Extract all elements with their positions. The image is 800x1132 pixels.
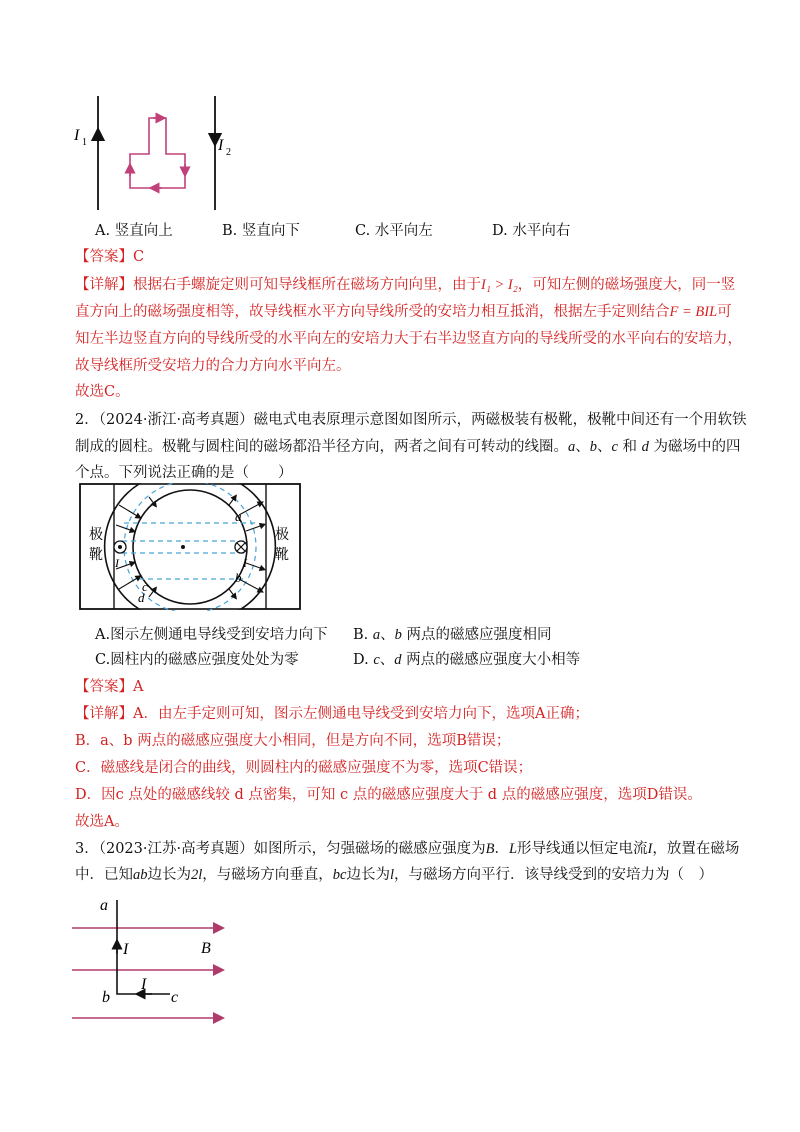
q2-detail-line-2: B．a、b 两点的磁感应强度大小相同，但是方向不同，选项B错误； [75, 733, 511, 749]
q1-option-b[interactable]: B. 竖直向下 [222, 223, 300, 239]
q2-detail-line-4: D．因c 点处的磁感线较 d 点密集，可知 c 点的磁感应强度大于 d 点的磁感应强度，选项D错误。 [75, 787, 702, 803]
point-d: d [138, 590, 145, 605]
q2-option-b[interactable]: B. a、b 两点的磁感应强度相同 [353, 627, 552, 643]
q2-answer: 【答案】A [75, 679, 144, 695]
point-b: b [235, 570, 242, 585]
left-pole-shoe [80, 484, 139, 609]
point-c: c [142, 579, 148, 594]
svg-text:极: 极 [89, 528, 103, 543]
q2-conclusion: 故选A。 [75, 814, 129, 830]
q2-stem-line-3: 个点。下列说法正确的是（ ） [75, 465, 293, 481]
svg-text:1: 1 [82, 137, 87, 148]
point-a: a [100, 897, 108, 914]
q2-detail-line-1: 【详解】A．由左手定则可知，图示左侧通电导线受到安培力向下，选项A正确； [75, 706, 589, 722]
svg-text:I: I [115, 556, 119, 570]
q2-figure [79, 483, 301, 611]
q2-option-a[interactable]: A.图示左侧通电导线受到安培力向下 [95, 627, 328, 643]
q2-detail-line-3: C．磁感线是闭合的曲线，则圆柱内的磁感应强度不为零，选项C错误； [75, 760, 533, 776]
wire-frame [130, 118, 185, 188]
svg-text:I: I [243, 556, 247, 570]
svg-text:靴: 靴 [89, 548, 103, 563]
q2-stem-line-2: 制成的圆柱。极靴与圆柱间的磁场都沿半径方向，两者之间有可转动的线圈。a、b、c 和 d 为磁场中的四 [75, 439, 741, 455]
q1-option-a[interactable]: A. 竖直向上 [95, 223, 173, 239]
q1-detail-line-1: 【详解】根据右手螺旋定则可知导线框所在磁场方向向里，由于I₁ > I₂，可知左侧的磁场强度大，同一竖 [75, 277, 736, 293]
q1-figure [60, 92, 260, 212]
point-a: a [235, 509, 242, 524]
point-c: c [171, 989, 179, 1006]
q3-stem-line-1: 3．（2023·江苏·高考真题）如图所示，匀强磁场的磁感应强度为B．L形导线通以恒定电流I，放置在磁场 [75, 841, 740, 857]
q3-stem-line-2: 中．已知ab边长为2l，与磁场方向垂直，bc边长为l，与磁场方向平行．该导线受到的安培力为（ ） [75, 867, 713, 883]
q2-stem-line-1: 2．（2024·浙江·高考真题）磁电式电表原理示意图如图所示，两磁极装有极靴，极靴中间还有一个用软铁 [75, 412, 747, 428]
q1-detail-line-3: 知左半边竖直方向的导线所受的水平向左的安培力大于右半边竖直方向的导线所受的水平向右的安培力， [75, 331, 742, 347]
svg-text:靴: 靴 [275, 548, 289, 563]
q1-option-d[interactable]: D. 水平向右 [492, 223, 571, 239]
label-I2: I [218, 137, 224, 154]
right-pole-shoe [241, 484, 300, 609]
q2-option-c[interactable]: C.圆柱内的磁感应强度处处为零 [95, 652, 299, 668]
q1-answer: 【答案】C [75, 249, 145, 265]
q1-option-c[interactable]: C. 水平向左 [355, 223, 433, 239]
q2-option-d[interactable]: D. c、d 两点的磁感应强度大小相等 [353, 652, 581, 668]
svg-text:极: 极 [275, 528, 289, 543]
point-b: b [102, 989, 110, 1006]
q1-detail-line-2: 直方向上的磁场强度相等，故导线框水平方向导线所受的安培力相互抵消，根据左手定则结合F = BIL可 [75, 304, 732, 320]
q3-figure [70, 890, 230, 1025]
q1-conclusion: 故选C。 [75, 384, 130, 400]
current-label-bc: I [141, 976, 147, 993]
iron-cylinder [133, 490, 247, 604]
current-label-ab: I [123, 941, 129, 958]
field-label-B: B [201, 940, 211, 957]
label-I1: I [74, 127, 80, 144]
svg-text:2: 2 [226, 147, 231, 158]
q1-detail-line-4: 故导线框所受安培力的合力方向水平向左。 [75, 358, 351, 374]
